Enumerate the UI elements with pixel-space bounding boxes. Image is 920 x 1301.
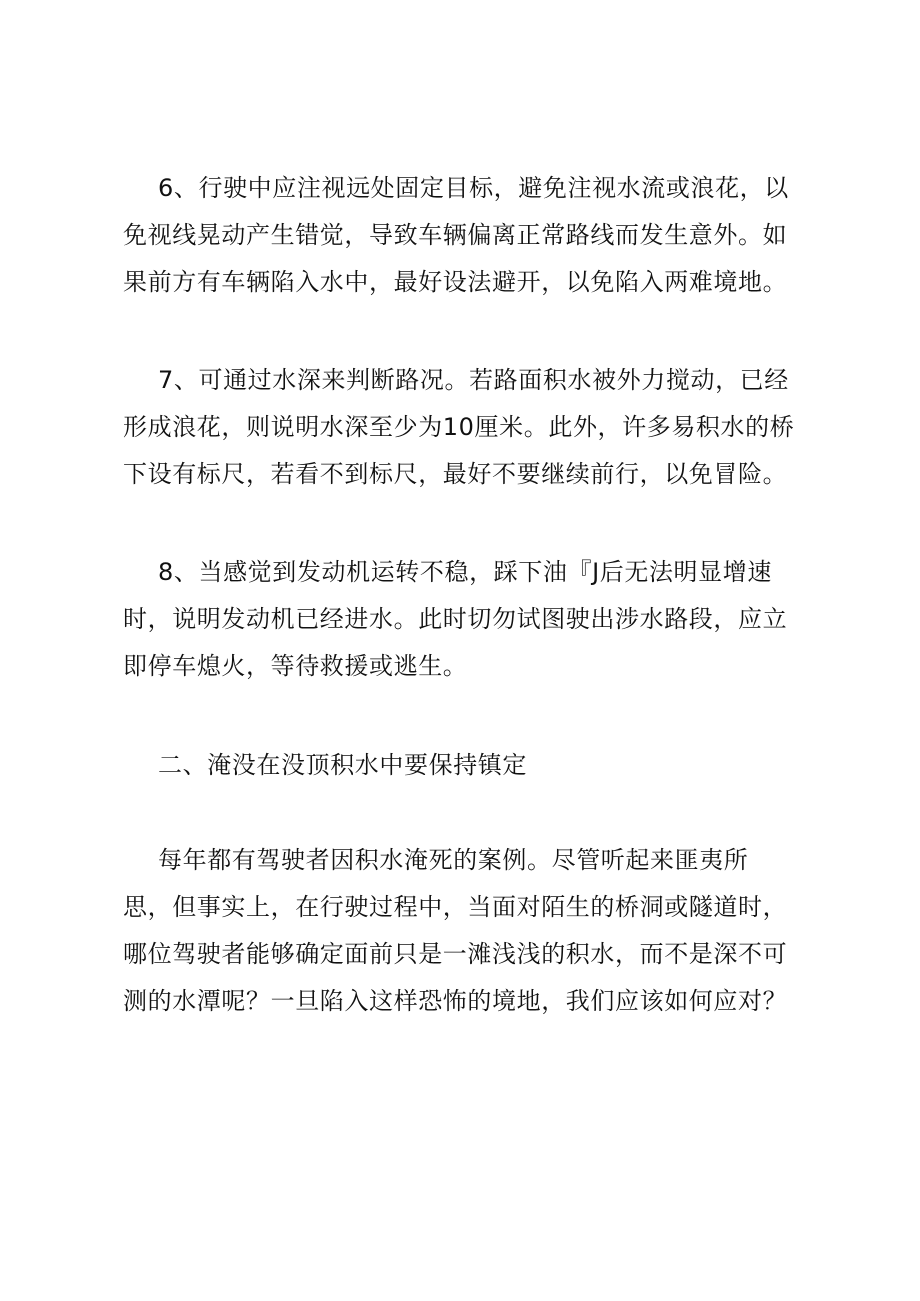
paragraph-item-8: 8、当感觉到发动机运转不稳，踩下油『J后无法明显增速时，说明发动机已经进水。此时切勿试图驶出涉水路段，应立即停车熄火，等待救援或逃生。 xyxy=(123,558,788,680)
paragraph-item-7: 7、可通过水深来判断路况。若路面积水被外力搅动，已经形成浪花，则说明水深至少为10厘米。此外，许多易积水的桥下设有标尺，若看不到标尺，最好不要继续前行，以免冒险。 xyxy=(123,366,795,488)
paragraph-item-6: 6、行驶中应注视远处固定目标，避免注视水流或浪花，以免视线晃动产生错觉，导致车辆偏离正常路线而发生意外。如果前方有车辆陷入水中，最好设法避开，以免陷入两难境地。 xyxy=(123,174,789,296)
section-heading: 二、淹没在没顶积水中要保持镇定 xyxy=(158,751,527,779)
section-paragraph: 每年都有驾驶者因积水淹死的案例。尽管听起来匪夷所思，但事实上，在行驶过程中，当面对陌生的桥洞或隧道时，哪位驾驶者能够确定面前只是一滩浅浅的积水，而不是深不可测的水潭呢？一旦陷入这样恐怖的境地，我们应该如何应对？ xyxy=(123,846,788,1015)
